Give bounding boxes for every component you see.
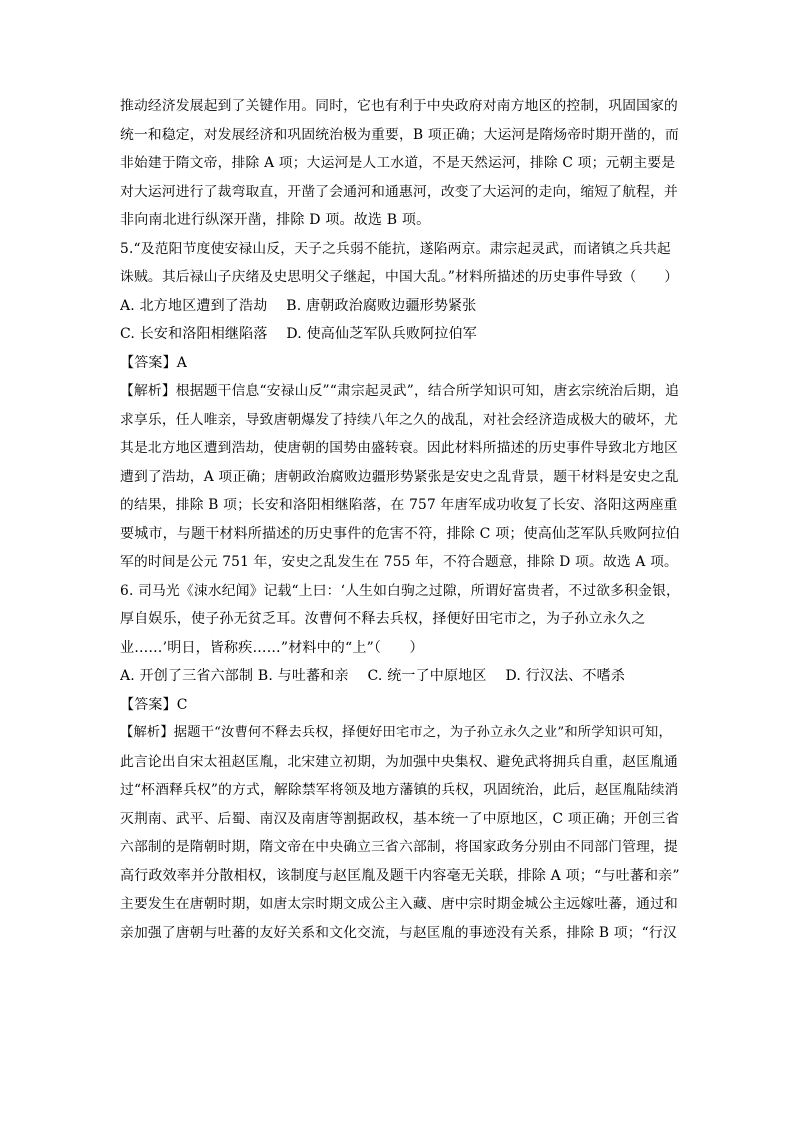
paragraph-line: 推动经济发展起到了关键作用。同时，它也有利于中央政府对南方地区的控制，巩固国家的	[120, 98, 679, 114]
question-6-stem: 厚自娱乐，使子孙无贫乏耳。汝曹何不释去兵权，择便好田宅市之，为子孙立永久之	[120, 611, 646, 627]
question-5-stem: 诛贼。其后禄山子庆绪及史思明父子继起，中国大乱。”材料所描述的历史事件导致（ ）	[120, 269, 679, 285]
question-5-stem: 5.“及范阳节度使安禄山反，天子之兵弱不能抗，遂陷两京。肃宗起灵武，而诸镇之兵共起	[120, 240, 671, 257]
paragraph-line: 对大运河进行了裁弯取直，开凿了会通河和通惠河，改变了大运河的走向，缩短了航程，并	[120, 183, 679, 200]
question-5-options: C. 长安和洛阳相继陷落 D. 使高仙芝军队兵败阿拉伯军	[120, 326, 477, 342]
question-6-analysis: 过“杯酒释兵权”的方式，解除禁军将领及地方藩镇的兵权，巩固统治，此后，赵匡胤陆续消	[120, 782, 679, 798]
question-6-analysis: 主要发生在唐朝时期，如唐太宗时期文成公主入藏、唐中宗时期金城公主远嫁吐蕃，通过和	[120, 896, 679, 912]
question-6-analysis: 【解析】据题干“汝曹何不释去兵权，择便好田宅市之，为子孙立永久之业”和所学知识可知，	[120, 725, 672, 740]
question-6-answer: 【答案】C	[120, 696, 188, 713]
question-6-analysis: 六部制的是隋朝时期，隋文帝在中央确立三省六部制，将国家政务分别由不同部门管理，提	[120, 839, 679, 855]
question-6-analysis: 此言论出自宋太祖赵匡胤，北宋建立初期，为加强中央集权、避免武将拥兵自重，赵匡胤通	[120, 753, 679, 770]
question-6-analysis: 亲加强了唐朝与吐蕃的友好关系和文化交流，与赵匡胤的事迹没有关系，排除 B 项；“行汉	[120, 924, 677, 941]
question-6-stem: 6. 司马光《涑水纪闻》记载“上曰：‘人生如白驹之过隙，所谓好富贵者，不过欲多积金银，	[120, 582, 680, 599]
question-6-analysis: 高行政效率并分散相权，该制度与赵匡胤及题干内容毫无关联，排除 A 项；“与吐蕃和亲”	[120, 867, 680, 884]
question-5-options: A. 北方地区遭到了浩劫 B. 唐朝政治腐败边疆形势紧张	[120, 297, 477, 314]
question-5-analysis: 其是北方地区遭到浩劫，使唐朝的国势由盛转衰。因此材料所描述的历史事件导致北方地区	[120, 440, 679, 456]
question-6-stem: 业……’明日，皆称疾……”材料中的“上”（ ）	[120, 639, 424, 656]
question-5-analysis: 遭到了浩劫，A 项正确；唐朝政治腐败边疆形势紧张是安史之乱背景，题干材料是安史之乱	[120, 468, 679, 485]
question-6-analysis: 灭荆南、武平、后蜀、南汉及南唐等割据政权，基本统一了中原地区，C 项正确；开创三省	[120, 810, 680, 827]
paragraph-line: 非向南北进行纵深开凿，排除 D 项。故选 B 项。	[120, 212, 431, 228]
question-5-analysis: 要城市，与题干材料所描述的历史事件的危害不符，排除 C 项；使高仙芝军队兵败阿拉伯	[120, 525, 680, 542]
question-5-analysis: 求享乐，任人唯亲，导致唐朝爆发了持续八年之久的战乱，对社会经济造成极大的破坏，尤	[120, 411, 679, 428]
question-5-analysis: 【解析】根据题干信息“安禄山反”“肃宗起灵武”，结合所学知识可知，唐玄宗统治后期，追	[120, 383, 680, 399]
paragraph-line: 非始建于隋文帝，排除 A 项；大运河是人工水道，不是天然运河，排除 C 项；元朝主要是	[120, 155, 676, 171]
question-5-analysis: 军的时间是公元 751 年，安史之乱发生在 755 年，不符合题意，排除 D 项。故选 A 项。	[120, 554, 679, 570]
paragraph-line: 统一和稳定，对发展经济和巩固统治极为重要，B 项正确；大运河是隋炀帝时期开凿的，而	[120, 126, 679, 143]
question-6-options: A. 开创了三省六部制 B. 与吐蕃和亲 C. 统一了中原地区 D. 行汉法、不嗜杀	[120, 668, 626, 684]
question-5-analysis: 的结果，排除 B 项；长安和洛阳相继陷落，在 757 年唐军成功收复了长安、洛阳这两座重	[120, 497, 678, 513]
question-5-answer: 【答案】A	[120, 354, 188, 371]
document-page	[120, 92, 680, 947]
